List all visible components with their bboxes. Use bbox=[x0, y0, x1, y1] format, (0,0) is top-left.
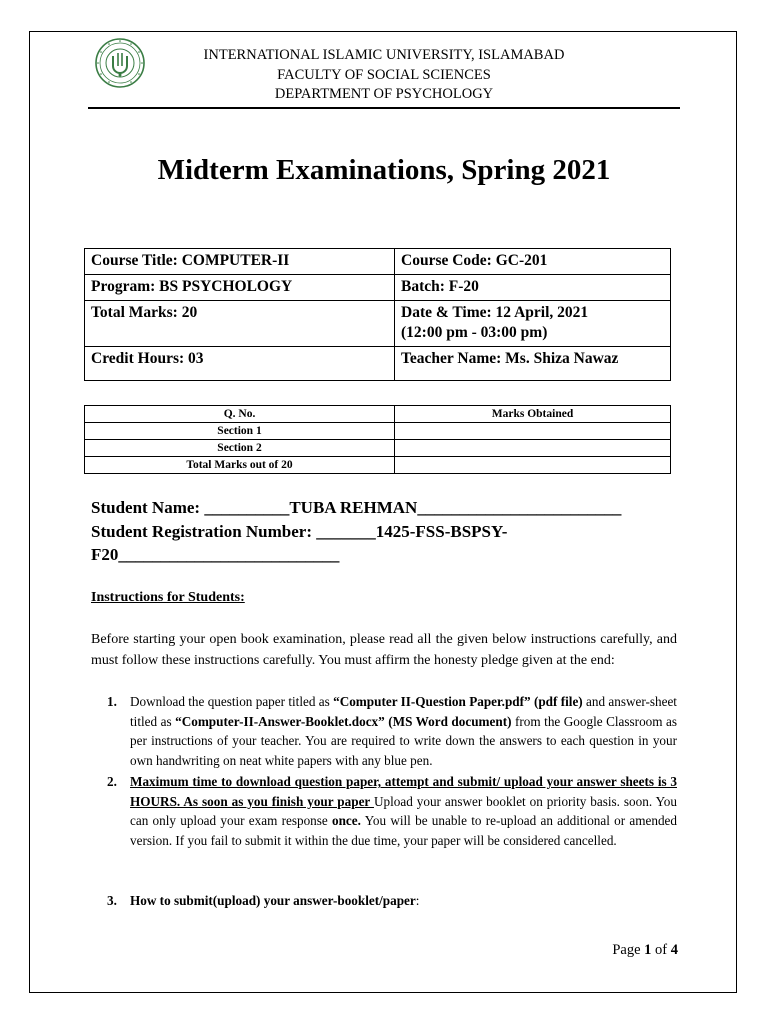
course-info-table bbox=[84, 248, 671, 381]
page-word: Page bbox=[612, 942, 645, 958]
instruction-item-2 bbox=[107, 772, 677, 850]
table-row bbox=[85, 301, 671, 347]
date-time bbox=[395, 301, 671, 347]
text-run: : bbox=[415, 893, 420, 908]
instruction-item-3 bbox=[107, 891, 677, 911]
credit-hours: Credit Hours: 03 bbox=[85, 347, 395, 381]
page-number bbox=[560, 942, 678, 959]
item-number: 2. bbox=[107, 774, 117, 789]
student-name-value: TUBA REHMAN bbox=[289, 498, 418, 517]
header-university: INTERNATIONAL ISLAMIC UNIVERSITY, ISLAMABAD bbox=[203, 47, 565, 63]
text-run: You will be unable to re-upload an additional or amended version. If you fail to submit it within the due time, your paper will be considered cancelled. bbox=[130, 813, 677, 848]
course-code: Course Code: GC-201 bbox=[395, 249, 671, 275]
program: Program: BS PSYCHOLOGY bbox=[85, 275, 395, 301]
student-name-label: Student Name: bbox=[91, 498, 205, 517]
item-number: 3. bbox=[107, 893, 117, 908]
table-row bbox=[85, 423, 671, 440]
student-reg-line-2 bbox=[91, 543, 691, 567]
header-department: DEPARTMENT OF PSYCHOLOGY bbox=[274, 86, 494, 102]
item-text bbox=[130, 692, 677, 770]
teacher-name: Teacher Name: Ms. Shiza Nawaz bbox=[395, 347, 671, 381]
marks-col-obtained-header: Marks Obtained bbox=[395, 406, 671, 423]
text-run: Download the question paper titled as bbox=[130, 694, 334, 709]
text-run: from the Google Classroom as per instructions of your teacher. You are required to write down the answers to each question in your own handwriting on neat white papers with any blue pen. bbox=[130, 713, 678, 768]
marks-row-label: Total Marks out of 20 bbox=[85, 457, 395, 474]
student-reg-label: Student Registration Number: bbox=[91, 521, 317, 541]
of-word: of bbox=[651, 942, 671, 958]
student-name-line bbox=[91, 496, 691, 520]
header-faculty: FACULTY OF SOCIAL SCIENCES bbox=[277, 66, 491, 83]
table-row bbox=[85, 406, 671, 423]
text-run-bold: once. bbox=[332, 813, 361, 828]
date-time-range: (12:00 pm - 03:00 pm) bbox=[401, 324, 548, 341]
item-text bbox=[130, 772, 677, 850]
course-title: Course Title: COMPUTER-II bbox=[85, 249, 395, 275]
header-divider bbox=[88, 107, 680, 109]
page-total: 4 bbox=[670, 942, 678, 958]
text-run-bold: “Computer-II-Answer-Booklet.docx” (MS Word document) bbox=[175, 713, 512, 729]
blank-line: __________ bbox=[204, 498, 290, 517]
table-row bbox=[85, 249, 671, 275]
marks-row-label: Section 1 bbox=[85, 423, 395, 440]
text-run: and answer-sheet titled as bbox=[130, 694, 677, 729]
text-run-bold-underline: Maximum time to download question paper, attempt and submit/ upload your answer sheets is 3 HOURS. As soon as you finish your paper bbox=[130, 774, 677, 809]
instructions-intro: Before starting your open book examination, please read all the given below instructions carefully, and must follow these instructions carefully. You must affirm the honesty pledge given at the end: bbox=[91, 632, 677, 668]
student-reg-value: 1425-FSS-BSPSY- bbox=[375, 521, 508, 541]
text-run: Upload your answer booklet on priority basis. soon. You can only upload your exam response bbox=[130, 793, 677, 828]
student-details bbox=[91, 496, 691, 567]
total-marks: Total Marks: 20 bbox=[85, 301, 395, 347]
blank-line: ________________________ bbox=[417, 498, 622, 517]
student-reg-line bbox=[91, 520, 691, 544]
table-row bbox=[85, 275, 671, 301]
table-row bbox=[85, 440, 671, 457]
text-run-bold: How to submit(upload) your answer-booklet/paper bbox=[130, 893, 416, 908]
marks-col-qno-header: Q. No. bbox=[85, 406, 395, 423]
item-number: 1. bbox=[107, 694, 117, 709]
marks-table bbox=[84, 405, 671, 474]
blank-line: __________________________ bbox=[118, 545, 340, 564]
item-text bbox=[130, 891, 677, 911]
batch: Batch: F-20 bbox=[395, 275, 671, 301]
table-row bbox=[85, 457, 671, 474]
page-current: 1 bbox=[644, 942, 652, 958]
student-reg-value-2: F20 bbox=[91, 545, 119, 564]
university-seal-icon bbox=[94, 37, 146, 89]
instructions-heading: Instructions for Students: bbox=[91, 590, 245, 605]
marks-cell bbox=[395, 423, 671, 440]
page-title: Midterm Examinations, Spring 2021 bbox=[157, 154, 611, 186]
table-row bbox=[85, 347, 671, 381]
instruction-item-1 bbox=[107, 692, 677, 770]
marks-cell bbox=[395, 457, 671, 474]
text-run-bold: “Computer II-Question Paper.pdf” (pdf file) bbox=[333, 694, 583, 709]
marks-cell bbox=[395, 440, 671, 457]
blank-line: _______ bbox=[316, 521, 376, 541]
university-header bbox=[150, 46, 618, 105]
marks-row-label: Section 2 bbox=[85, 440, 395, 457]
date-time-date: Date & Time: 12 April, 2021 bbox=[401, 304, 589, 321]
